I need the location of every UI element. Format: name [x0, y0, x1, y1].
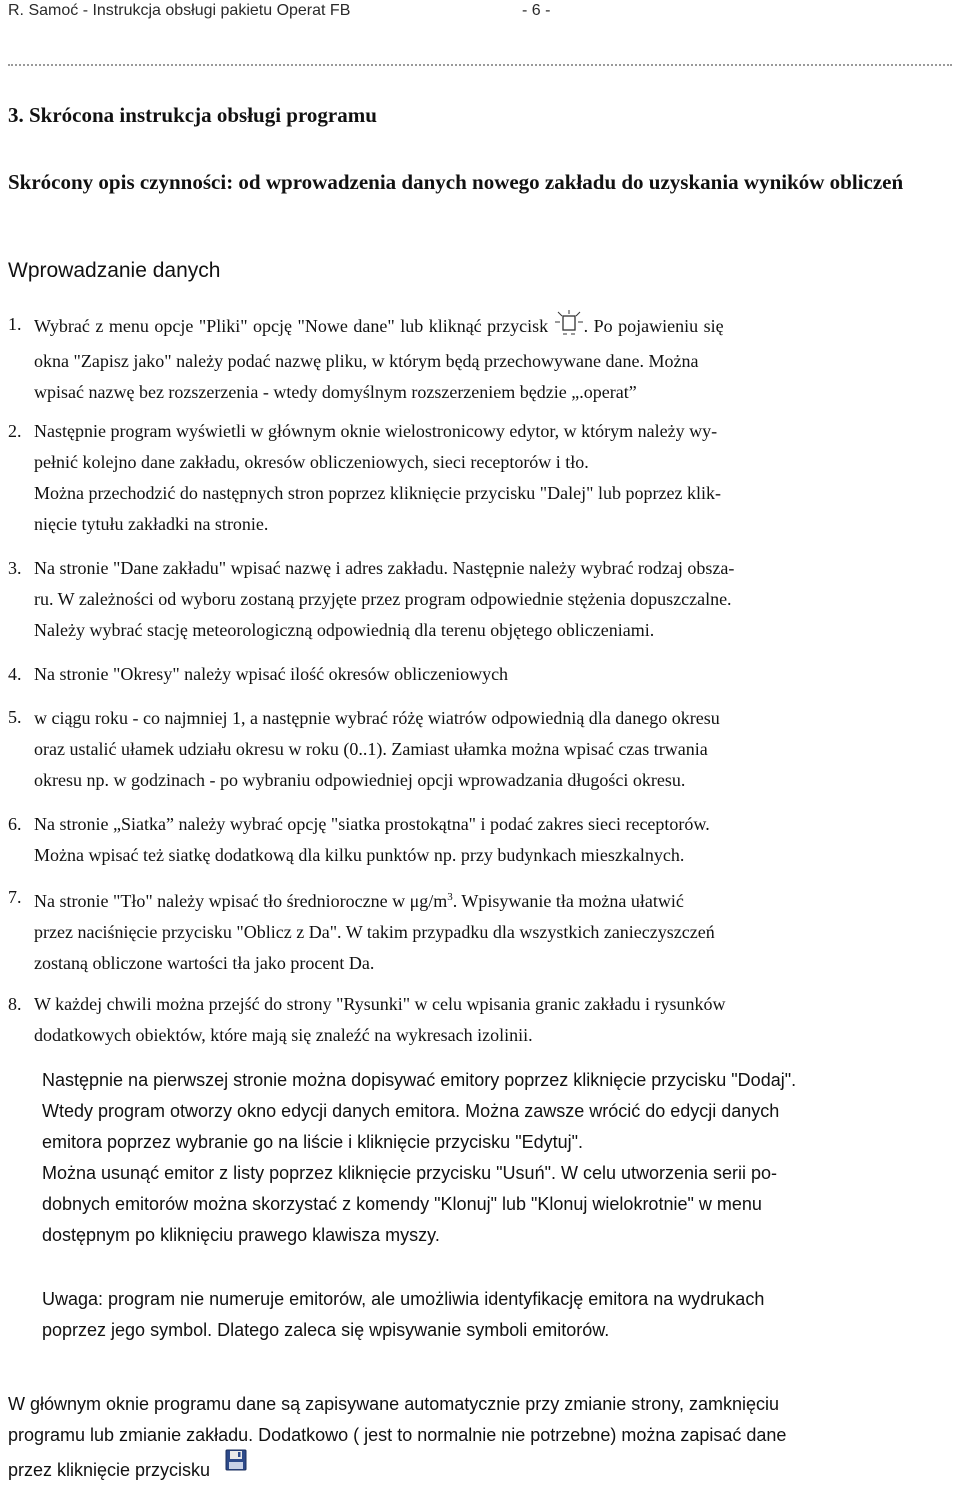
step-1-line-1: Wybrać z menu opcje "Pliki" opcję "Nowe dane" lub kliknąć przycisk — [34, 316, 549, 337]
page-number: - 6 - — [522, 2, 551, 19]
step-8-text — [34, 989, 954, 1051]
final-line-2: programu lub zmianie zakładu. Dodatkowo ( jest to normalnie nie potrzebne) można zapisać dane — [8, 1425, 787, 1445]
step-6-text — [34, 809, 954, 871]
emitters-line-6: dostępnym po kliknięciu prawego klawisza myszy. — [42, 1225, 440, 1245]
step-2-text — [34, 416, 954, 540]
step-1-line-1b: . Po pojawieniu się — [583, 316, 724, 337]
step-6-number: 6. — [8, 814, 22, 834]
step-2-line-1: Następnie program wyświetli w głównym oknie wielostronicowy edytor, w którym należy wy- — [34, 421, 718, 441]
emitters-paragraph — [42, 1065, 954, 1251]
step-6-line-1: Na stronie „Siatka” należy wybrać opcję "siatka prostokątna" i podać zakres sieci receptorów. — [34, 814, 710, 834]
step-4-text — [34, 659, 954, 690]
step-2-line-3: Można przechodzić do następnych stron poprzez kliknięcie przycisku "Dalej" lub poprzez klik- — [34, 483, 721, 503]
step-8-line-1: W każdej chwili można przejść do strony "Rysunki" w celu wpisania granic zakładu i rysunków — [34, 994, 726, 1014]
new-document-icon[interactable] — [554, 310, 584, 346]
final-line-1: W głównym oknie programu dane są zapisywane automatycznie przy zmianie strony, zamknięciu — [8, 1394, 780, 1414]
final-paragraph — [8, 1389, 954, 1486]
step-8-line-2: dodatkowych obiektów, które mają się znaleźć na wykresach izolinii. — [34, 1025, 533, 1045]
step-2-line-4: nięcie tytułu zakładki na stronie. — [34, 514, 269, 534]
step-2-line-2: pełnić kolejno dane zakładu, okresów obliczeniowych, sieci receptorów i tło. — [34, 452, 589, 472]
step-7-text — [34, 882, 954, 979]
step-3-number: 3. — [8, 558, 22, 578]
step-5-line-2: oraz ustalić ułamek udziału okresu w roku (0..1). Zamiast ułamka można wpisać czas trwania — [34, 739, 708, 759]
step-3-line-2: ru. W zależności od wyboru zostaną przyjęte przez program odpowiednie stężenia dopuszczalne. — [34, 589, 732, 609]
note-line-1: Uwaga: program nie numeruje emitorów, ale umożliwia identyfikację emitora na wydrukach — [42, 1289, 765, 1309]
step-5-line-3: okresu np. w godzinach - po wybraniu odpowiedniej opcji wprowadzania długości okresu. — [34, 770, 686, 790]
section-title: 3. Skrócona instrukcja obsługi programu — [8, 103, 377, 127]
step-7-number: 7. — [8, 887, 22, 907]
step-4-line-1: Na stronie "Okresy" należy wpisać ilość okresów obliczeniowych — [34, 664, 509, 684]
note-line-2: poprzez jego symbol. Dlatego zaleca się wpisywanie symboli emitorów. — [42, 1320, 610, 1340]
emitters-line-2: Wtedy program otworzy okno edycji danych emitora. Można zawsze wrócić do edycji danych — [42, 1101, 780, 1121]
header-title: R. Samoć - Instrukcja obsługi pakietu Operat FB — [8, 2, 351, 19]
step-8-number: 8. — [8, 994, 22, 1014]
step-3-text — [34, 553, 954, 646]
step-7-line-1b: . Wpisywanie tła można ułatwić — [452, 891, 684, 911]
header-divider — [8, 64, 952, 66]
step-7-line-3: zostaną obliczone wartości tła jako procent Da. — [34, 953, 375, 973]
step-1-line-2: okna "Zapisz jako" należy podać nazwę pliku, w którym będą przechowywane dane. Można — [34, 351, 699, 371]
step-6-line-2: Można wpisać też siatkę dodatkową dla kilku punktów np. przy budynkach mieszkalnych. — [34, 845, 685, 865]
step-3-line-3: Należy wybrać stację meteorologiczną odpowiednią dla terenu objętego obliczeniami. — [34, 620, 655, 640]
step-2-number: 2. — [8, 421, 22, 441]
note-paragraph — [42, 1284, 954, 1346]
step-5-line-1: w ciągu roku - co najmniej 1, a następnie wybrać różę wiatrów odpowiednią dla danego okresu — [34, 708, 720, 728]
step-1-number: 1. — [8, 314, 22, 334]
step-3-line-1: Na stronie "Dane zakładu" wpisać nazwę i adres zakładu. Następnie należy wybrać rodzaj obsza- — [34, 558, 735, 578]
step-7-line-1a: Na stronie "Tło" należy wpisać tło średnioroczne w μg/m — [34, 891, 448, 911]
step-5-text — [34, 703, 954, 796]
step-7-line-2: przez naciśnięcie przycisku "Oblicz z Da". W takim przypadku dla wszystkich zanieczyszczeń — [34, 922, 715, 942]
step-1-line-3: wpisać nazwę bez rozszerzenia - wtedy domyślnym rozszerzeniem będzie „.operat” — [34, 382, 637, 402]
step-5-number: 5. — [8, 707, 22, 727]
step-4-number: 4. — [8, 664, 22, 684]
emitters-line-5: dobnych emitorów można skorzystać z komendy "Klonuj" lub "Klonuj wielokrotnie" w menu — [42, 1194, 762, 1214]
subtitle: Skrócony opis czynności: od wprowadzenia danych nowego zakładu do uzyskania wyników obliczeń — [8, 170, 904, 194]
final-line-3: przez kliknięcie przycisku — [8, 1460, 211, 1480]
emitters-line-3: emitora poprzez wybranie go na liście i kliknięcie przycisku "Edytuj". — [42, 1132, 584, 1152]
superscript: 3 — [447, 891, 453, 903]
subheading: Wprowadzanie danych — [8, 259, 221, 282]
step-1-text — [34, 310, 954, 408]
page-header — [8, 2, 952, 24]
floppy-disk-icon[interactable] — [225, 1449, 247, 1481]
emitters-line-1: Następnie na pierwszej stronie można dopisywać emitory poprzez kliknięcie przycisku "Dodaj". — [42, 1070, 797, 1090]
emitters-line-4: Można usunąć emitor z listy poprzez kliknięcie przycisku "Usuń". W celu utworzenia serii po- — [42, 1163, 778, 1183]
